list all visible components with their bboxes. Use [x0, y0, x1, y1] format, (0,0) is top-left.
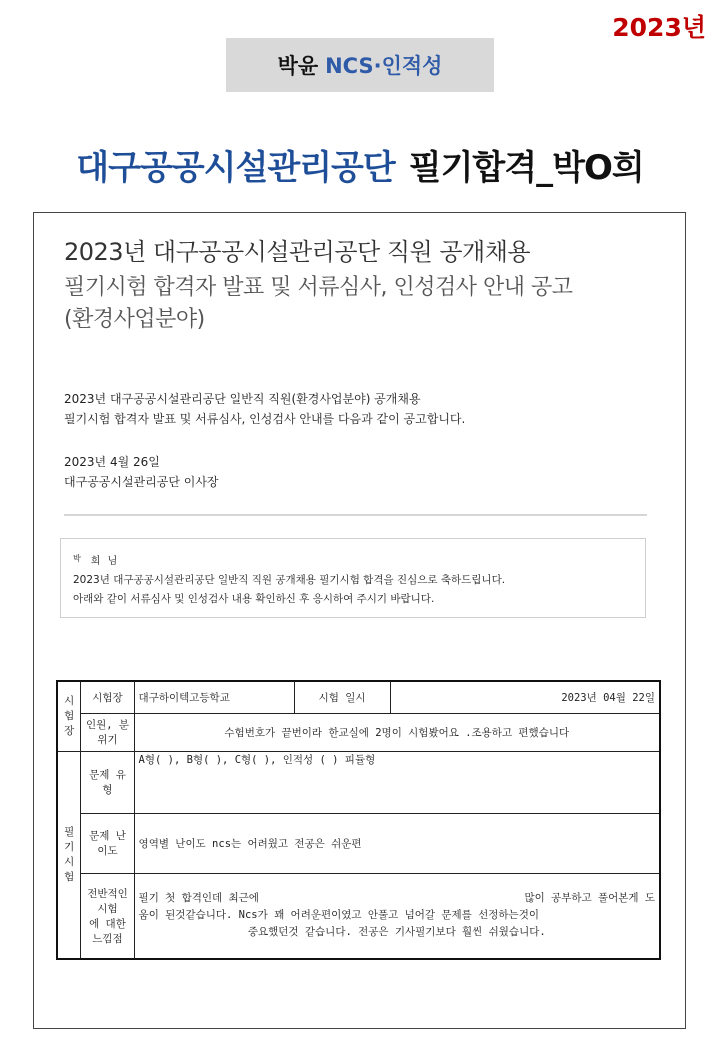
congrats-box	[60, 538, 646, 618]
section-label-site: 시 험 장	[57, 681, 81, 751]
notice-subtitle	[64, 272, 573, 336]
organization-name: 대구공공시설관리공단	[76, 148, 395, 188]
page-title	[0, 140, 720, 189]
recipient-initial: 박	[73, 554, 83, 563]
difficulty-label: 문제 난이도	[81, 813, 134, 873]
impression-value: 필기 첫 합격인데 최근에 많이 공부하고 풀어본게 도 움이 된것같습니다. Ncs가 꽤 어려운편이였고 안풀고 넘어갈 문제를 선정하는것이 중요했던것 같습니다. 전공은 기사필기보다 훨씬 쉬웠습니다.	[134, 873, 660, 959]
date-value: 2023년 04월 22일	[390, 681, 660, 713]
result-label: 필기합격_박O희	[408, 148, 644, 188]
recipient-name	[73, 549, 645, 571]
date-label: 시험 일시	[294, 681, 390, 713]
type-value: A형( ), B형( ), C형( ), 인적성 ( ) 피듈형	[134, 751, 660, 813]
notice-title: 2023년 대구공공시설관리공단 직원 공개채용	[64, 238, 531, 266]
notice-signature	[64, 452, 219, 492]
course-name: NCS·인적성	[325, 54, 443, 78]
recipient-name-rest: 희 님	[90, 556, 120, 567]
section-label-written: 필 기 시 험	[57, 751, 81, 959]
notice-subtitle-line2: (환경사업분야)	[64, 307, 205, 332]
atmosphere-label: 인원, 분위기	[81, 713, 134, 751]
notice-body	[64, 389, 465, 429]
difficulty-value: 영역별 난이도 ncs는 어려웠고 전공은 쉬운편	[134, 813, 660, 873]
notice-body-line1: 2023년 대구공공시설관리공단 일반직 직원(환경사업분야) 공개채용	[64, 392, 421, 406]
congrats-line2: 아래와 같이 서류심사 및 인성검사 내용 확인하신 후 응시하여 주시기 바랍니다.	[73, 593, 435, 605]
header-label	[226, 38, 494, 92]
site-label: 시험장	[81, 681, 134, 713]
exam-review-table	[56, 680, 661, 960]
impression-label: 전반적인 시험 에 대한 느낌점	[81, 873, 134, 959]
notice-subtitle-line1: 필기시험 합격자 발표 및 서류심사, 인성검사 안내 공고	[64, 275, 573, 300]
divider	[64, 514, 647, 516]
congrats-line1: 2023년 대구공공시설관리공단 일반직 직원 공개채용 필기시험 합격을 진심으로 축하드립니다.	[73, 574, 506, 586]
type-label: 문제 유형	[81, 751, 134, 813]
notice-body-line2: 필기시험 합격자 발표 및 서류심사, 인성검사 안내를 다음과 같이 공고합니다.	[64, 412, 466, 426]
instructor-name: 박윤	[277, 54, 319, 78]
year-badge: 2023년	[612, 13, 706, 42]
atmosphere-value: 수험번호가 끝번이라 한교실에 2명이 시험봤어요 .조용하고 편했습니다	[134, 713, 660, 751]
notice-issuer: 대구공공시설관리공단 이사장	[64, 475, 219, 489]
notice-date: 2023년 4월 26일	[64, 455, 160, 469]
site-value: 대구하이텍고등학교	[134, 681, 294, 713]
